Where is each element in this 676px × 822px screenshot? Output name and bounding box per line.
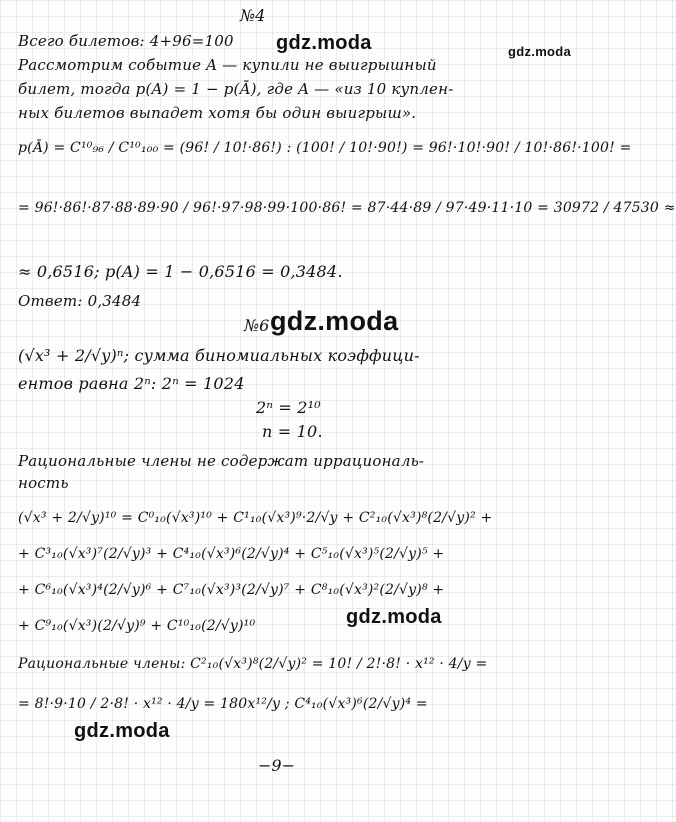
watermark-top-right: gdz.moda	[508, 44, 572, 59]
task-6-expansion-2: + C³₁₀(√x³)⁷(2/√y)³ + C⁴₁₀(√x³)⁶(2/√y)⁴ + C⁵₁₀(√x³)⁵(2/√y)⁵ +	[18, 546, 445, 562]
task-6-expansion-3: + C⁶₁₀(√x³)⁴(2/√y)⁶ + C⁷₁₀(√x³)³(2/√y)⁷ + C⁸₁₀(√x³)²(2/√y)⁸ +	[18, 582, 445, 598]
task-6-line-3: 2ⁿ = 2¹⁰	[256, 398, 321, 417]
task-6-number: №6	[244, 316, 270, 335]
task-4-line-3: билет, тогда p(A) = 1 − p(Ā), где A — «из 10 куплен-	[18, 80, 454, 98]
task-4-line-1: Всего билетов: 4+96=100	[18, 32, 234, 50]
task-4-number: №4	[240, 6, 266, 25]
task-6-line-5: Рациональные члены не содержат иррациональ-	[18, 452, 425, 470]
watermark-bottom-left: gdz.moda	[74, 720, 170, 742]
task-6-line-4: n = 10.	[262, 422, 323, 441]
task-4-equation-3: ≈ 0,6516; p(A) = 1 − 0,6516 = 0,3484.	[18, 262, 343, 281]
task-4-equation-1: p(Ā) = C¹⁰₉₆ / C¹⁰₁₀₀ = (96! / 10!·86!) : (100! / 10!·90!) = 96!·10!·90! / 10!·86!·100! =	[18, 140, 632, 156]
task-6-expansion-4: + C⁹₁₀(√x³)(2/√y)⁹ + C¹⁰₁₀(2/√y)¹⁰	[18, 618, 256, 634]
task-4-line-2: Рассмотрим событие A — купили не выигрышный	[18, 56, 437, 74]
task-4-answer: Ответ: 0,3484	[18, 292, 142, 310]
watermark-lower: gdz.moda	[346, 606, 442, 628]
watermark-top-center: gdz.moda	[276, 32, 372, 54]
task-4-equation-2: = 96!·86!·87·88·89·90 / 96!·97·98·99·100·86! = 87·44·89 / 97·49·11·10 = 30972 / 47530 ≈	[18, 200, 676, 216]
task-6-line-1: (√x³ + 2/√y)ⁿ; сумма биномиальных коэффици-	[18, 346, 420, 365]
task-6-line-6: ность	[18, 474, 69, 492]
watermark-middle: gdz.moda	[270, 306, 399, 336]
task-4-line-4: ных билетов выпадет хотя бы один выигрыш».	[18, 104, 417, 122]
task-6-expansion-1: (√x³ + 2/√y)¹⁰ = C⁰₁₀(√x³)¹⁰ + C¹₁₀(√x³)⁹·2/√y + C²₁₀(√x³)⁸(2/√y)² +	[18, 510, 493, 526]
task-6-rational-2: = 8!·9·10 / 2·8! · x¹² · 4/y = 180x¹²/y ; C⁴₁₀(√x³)⁶(2/√y)⁴ =	[18, 696, 428, 712]
task-6-line-2: ентов равна 2ⁿ: 2ⁿ = 1024	[18, 374, 245, 393]
page-number: −9−	[258, 756, 295, 775]
task-6-rational-1: Рациональные члены: C²₁₀(√x³)⁸(2/√y)² = 10! / 2!·8! · x¹² · 4/y =	[18, 656, 488, 672]
